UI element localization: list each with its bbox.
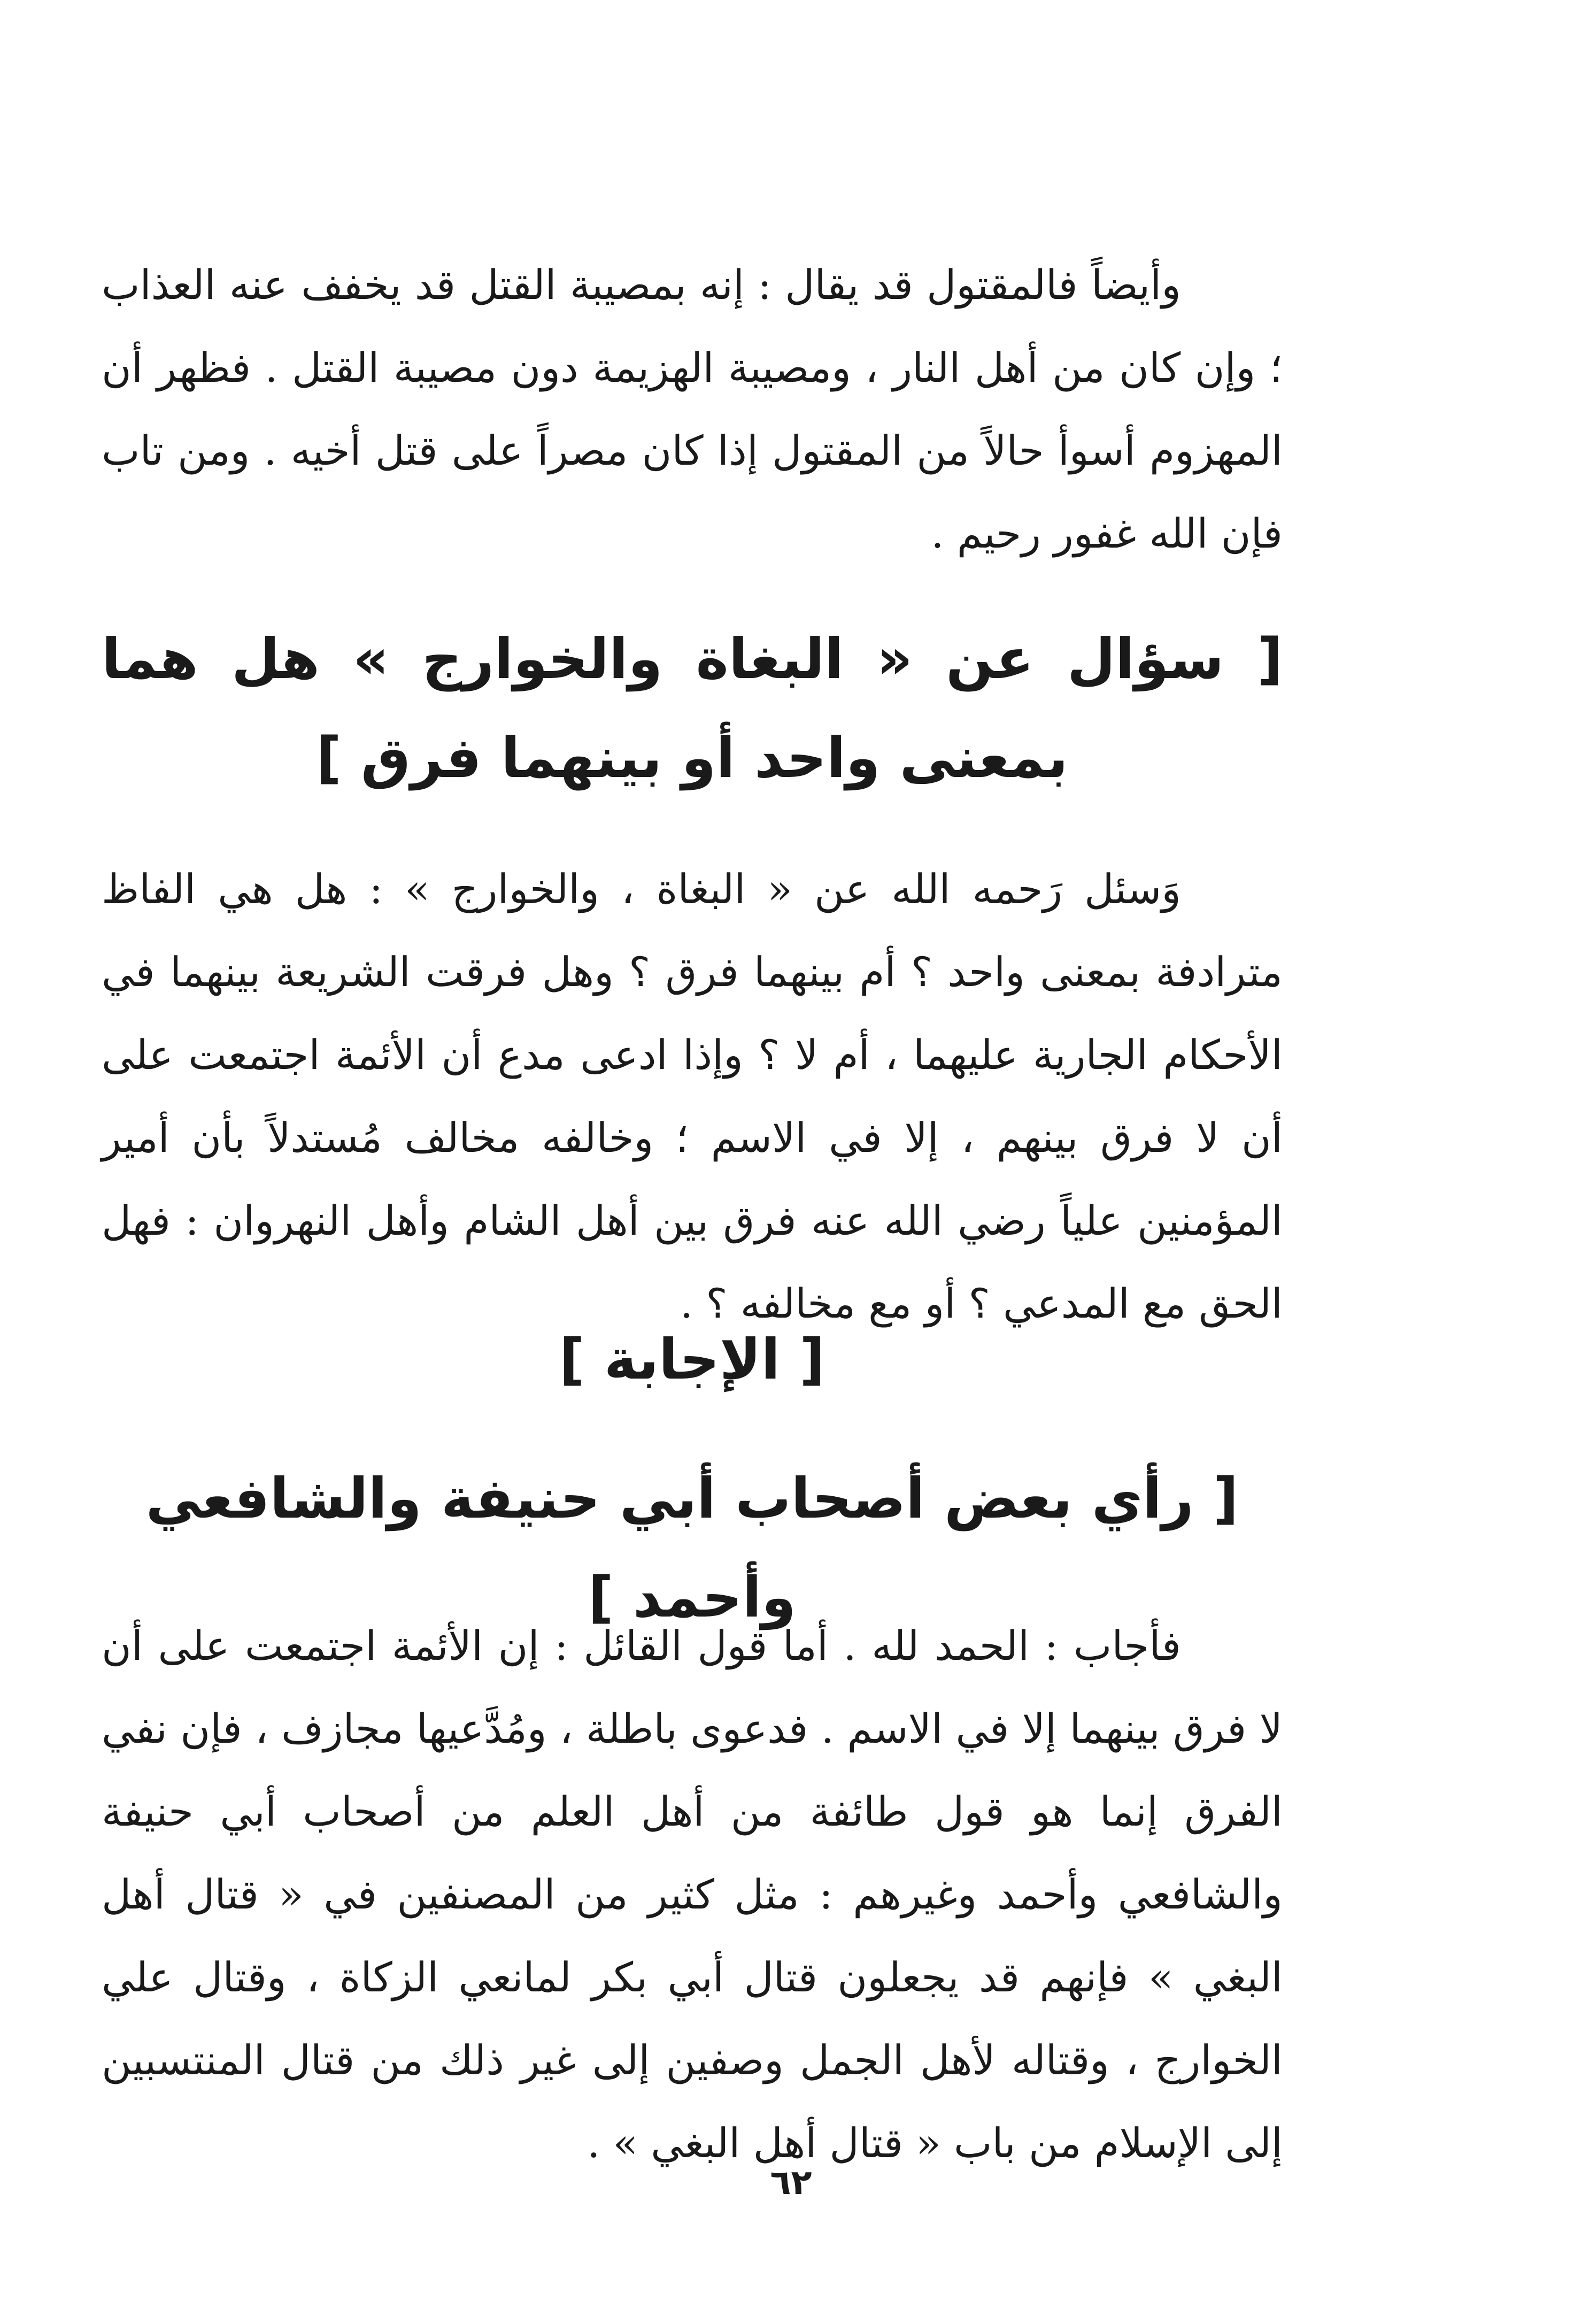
opinion-heading: [ رأي بعض أصحاب أبي حنيفة والشافعي وأحمد ] [145,1466,1239,1630]
paragraph-intro [102,243,1283,575]
paragraph-block-1 [102,243,1283,575]
answer-heading-block [102,1310,1283,1409]
question-heading: [ سؤال عن « البغاة والخوارج » هل هما بمعنى واحد أو بينهما فرق ] [102,626,1283,790]
paragraph-answer-text: فأجاب : الحمد لله . أما قول القائل : إن الأئمة اجتمعت على أن لا فرق بينهما إلا في الاسم . فدعوى باطلة ، ومُدَّعيها مجازف ، فإن نفي الفرق إنما هو قول طائفة من أهل العلم من أصحاب أبي حنيفة والشافعي وأحمد وغيرهم : مثل كثير من المصنفين في « قتال أهل البغي » فإنهم قد يجعلون قتال أبي بكر لمانعي الزكاة ، وقتال علي الخوارج ، وقتاله لأهل الجمل وصفين إلى غير ذلك من قتال المنتسبين إلى الإسلام من باب « قتال أهل البغي » . [102,1622,1283,2167]
paragraph-question [102,848,1283,1345]
question-heading-block [102,610,1283,807]
paragraph-question-text: وَسئل رَحمه الله عن « البغاة ، والخوارج » : هل هي الفاظ مترادفة بمعنى واحد ؟ أم بينهما فرق ؟ وهل فرقت الشريعة بينهما في الأحكام الجارية عليهما ، أم لا ؟ وإذا ادعى مدع أن الأئمة اجتمعت على أن لا فرق بينهم ، إلا في الاسم ؛ وخالفه مخالف مُستدلاً بأن أمير المؤمنين علياً رضي الله عنه فرق بين أهل الشام وأهل النهروان : فهل الحق مع المدعي ؟ أو مع مخالفه ؟ . [102,865,1283,1327]
paragraph-intro-text: وأيضاً فالمقتول قد يقال : إنه بمصيبة القتل قد يخفف عنه العذاب ؛ وإن كان من أهل النار ، ومصيبة الهزيمة دون مصيبة القتل . فظهر أن المهزوم أسوأ حالاً من المقتول إذا كان مصراً على قتل أخيه . ومن تاب فإن الله غفور رحيم . [102,261,1283,557]
page-number: ٦٢ [770,2163,812,2203]
paragraph-block-3 [102,1604,1283,2184]
paragraph-answer [102,1604,1283,2184]
paragraph-block-2 [102,848,1283,1345]
answer-heading: [ الإجابة ] [559,1327,825,1392]
